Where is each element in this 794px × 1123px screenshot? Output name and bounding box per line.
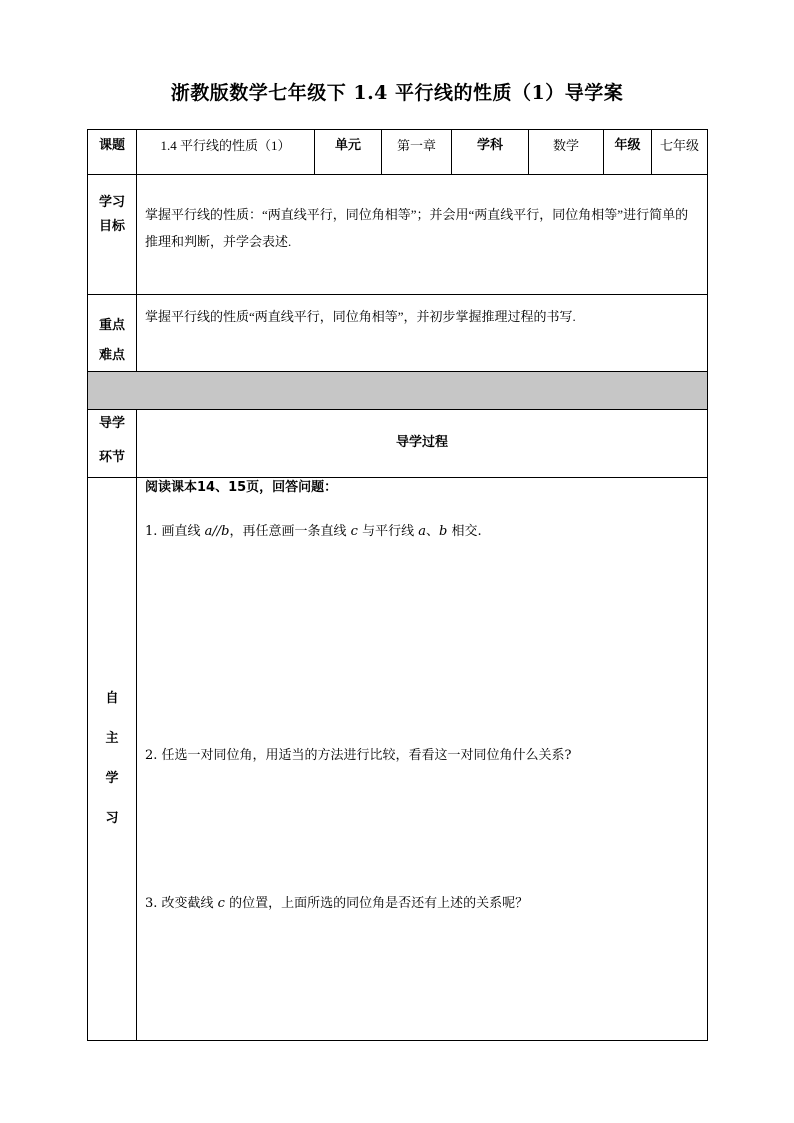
goals-label-line1: 学习 — [98, 195, 125, 210]
self-study-char-2: 主 — [105, 731, 119, 746]
q1-mid1: ，再任意画一条直线 — [229, 524, 351, 539]
process-header-row — [88, 410, 708, 478]
q3-prefix: 3. 改变截线 — [145, 896, 218, 911]
self-study-content — [137, 478, 708, 1041]
grade-label-cell — [604, 130, 652, 175]
key-points-label-line1: 重点 — [98, 318, 125, 333]
process-label — [88, 410, 137, 478]
q1-suffix: 相交. — [447, 524, 482, 539]
guide-table — [87, 129, 708, 1041]
goals-label-line2: 目标 — [98, 219, 125, 234]
topic-label-cell — [88, 130, 137, 175]
self-study-char-1: 自 — [105, 691, 119, 706]
gray-divider — [88, 372, 708, 410]
topic-value: 1.4 平行线的性质（1） — [160, 138, 291, 153]
topic-value-cell — [137, 130, 315, 175]
q1-italic-a: a — [418, 524, 426, 539]
q3-suffix: 的位置，上面所选的同位角是否还有上述的关系呢？ — [224, 896, 529, 911]
unit-label: 单元 — [334, 138, 361, 153]
subject-label-cell — [452, 130, 529, 175]
key-points-text: 掌握平行线的性质“两直线平行，同位角相等”，并初步掌握推理过程的书写. — [137, 295, 708, 372]
question-3 — [145, 894, 528, 914]
key-points-label-line2: 难点 — [98, 348, 125, 363]
key-points-label — [88, 295, 137, 372]
unit-value-cell — [382, 130, 452, 175]
unit-value: 第一章 — [396, 138, 436, 153]
q3-italic-c: c — [217, 896, 225, 911]
key-points-row — [88, 295, 708, 372]
question-1 — [145, 522, 482, 542]
reading-instruction: 阅读课本14、15页，回答问题： — [145, 480, 338, 495]
grade-label: 年级 — [614, 138, 641, 153]
q1-mid2: 与平行线 — [357, 524, 419, 539]
grade-value-cell — [652, 130, 708, 175]
q1-italic-ab: a//b — [204, 524, 230, 539]
self-study-char-3: 学 — [105, 771, 119, 786]
page-title: 浙教版数学七年级下 1.4 平行线的性质（1）导学案 — [170, 82, 624, 104]
goals-row — [88, 175, 708, 295]
q1-mid3: 、 — [425, 524, 439, 539]
q1-prefix: 1. 画直线 — [145, 524, 205, 539]
divider-row — [88, 372, 708, 410]
header-row — [88, 130, 708, 175]
question-2: 2. 任选一对同位角，用适当的方法进行比较，看看这一对同位角什么关系? — [145, 748, 572, 763]
self-study-char-4: 习 — [105, 811, 119, 826]
subject-value: 数学 — [552, 138, 579, 153]
goals-label — [88, 175, 137, 295]
subject-label: 学科 — [476, 138, 503, 153]
self-study-label — [88, 478, 137, 1041]
q1-italic-b: b — [438, 524, 448, 539]
goals-text: 掌握平行线的性质：“两直线平行，同位角相等”；并会用“两直线平行，同位角相等”进行简单的推理和判断，并学会表述. — [137, 175, 708, 295]
self-study-row — [88, 478, 708, 1041]
process-label-line1: 导学 — [98, 416, 125, 431]
q1-italic-c: c — [350, 524, 358, 539]
grade-value: 七年级 — [659, 138, 699, 153]
unit-label-cell — [315, 130, 382, 175]
subject-value-cell — [529, 130, 604, 175]
process-label-line2: 环节 — [98, 450, 125, 465]
topic-label: 课题 — [98, 138, 125, 153]
process-title: 导学过程 — [137, 410, 708, 478]
